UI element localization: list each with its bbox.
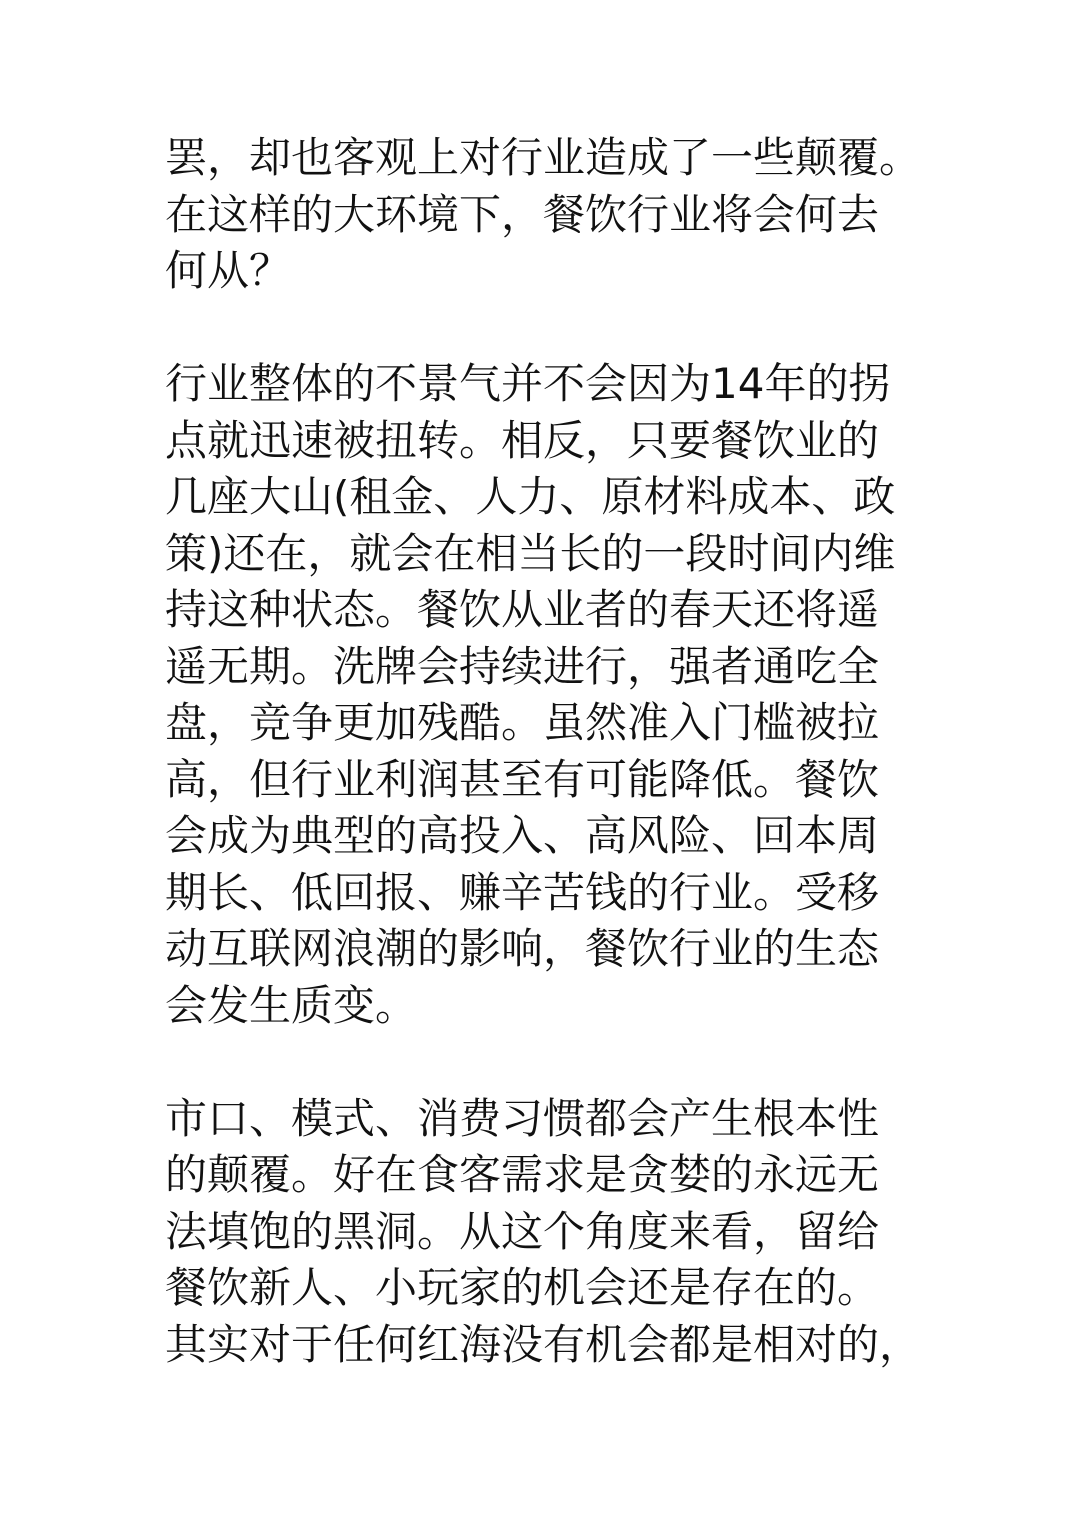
text-line: 在这样的大环境下，餐饮行业将会何去 [165,189,880,239]
text-line: 会发生质变。 [165,980,418,1030]
text-line: 会成为典型的高投入、高风险、回本周 [165,811,880,860]
text-line: 行业整体的不景气并不会因为14年的拐 [165,359,891,408]
text-line: 罢，却也客观上对行业造成了一些颠覆。 [165,133,922,182]
text-line: 几座大山(租金、人力、原材料成本、政 [165,472,896,521]
paragraph-1 [165,130,925,300]
text-line: 高，但行业利润甚至有可能降低。餐饮 [165,754,880,804]
text-line: 的颠覆。好在食客需求是贪婪的永远无 [165,1150,880,1199]
text-line: 期长、低回报、赚辛苦钱的行业。受移 [165,867,880,917]
text-line: 其实对于任何红海没有机会都是相对的， [165,1319,922,1369]
paragraph-3 [165,1091,925,1374]
text-line: 餐饮新人、小玩家的机会还是存在的。 [165,1263,880,1312]
text-line: 遥无期。洗牌会持续进行，强者通吃全 [165,641,880,691]
text-line: 盘，竞争更加残酷。虽然准入门槛被拉 [165,698,880,747]
text-line: 市口、模式、消费习惯都会产生根本性 [165,1093,880,1143]
text-line: 法填饱的黑洞。从这个角度来看，留给 [165,1206,880,1256]
article-body [165,130,925,1373]
text-line: 持这种状态。餐饮从业者的春天还将遥 [165,585,880,634]
text-line: 何从？ [165,246,292,295]
paragraph-2 [165,356,925,1034]
paragraph-gap [165,1034,925,1091]
text-line: 动互联网浪潮的影响，餐饮行业的生态 [165,924,880,973]
text-line: 策)还在，就会在相当长的一段时间内维 [165,528,896,578]
text-line: 点就迅速被扭转。相反，只要餐饮业的 [165,415,880,465]
paragraph-gap [165,300,925,357]
